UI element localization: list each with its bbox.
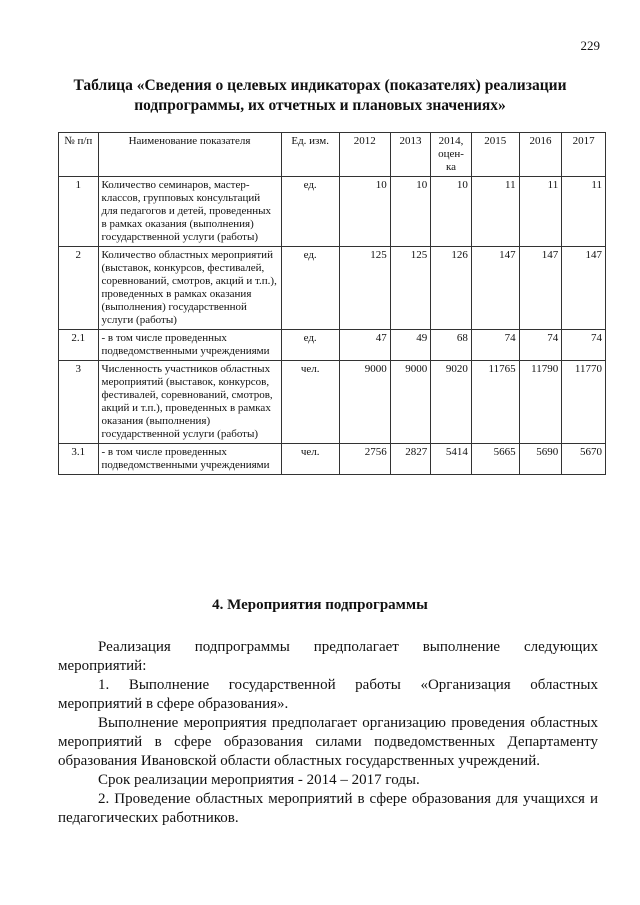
value-cell: 5670 <box>562 444 606 475</box>
table-row <box>59 247 606 330</box>
paragraph: 1. Выполнение государственной работы «Организация областных мероприятий в сфере образования». <box>58 677 598 712</box>
indicator-name: Количество областных мероприятий (выставок, конкурсов, фестивалей, соревнований, смотров, акций и т.п.), проведенных в рамках оказания (выполнения) государственной услуги (работы) <box>98 247 281 330</box>
unit-cell: ед. <box>281 330 339 361</box>
value-cell: 74 <box>562 330 606 361</box>
value-cell: 49 <box>390 330 431 361</box>
value-cell: 11770 <box>562 361 606 444</box>
section-title: 4. Мероприятия подпрограммы <box>212 597 428 613</box>
header-cell: 2014, оцен-ка <box>431 133 472 177</box>
value-cell: 5665 <box>471 444 519 475</box>
header-cell: 2012 <box>339 133 390 177</box>
value-cell: 68 <box>431 330 472 361</box>
value-cell: 2756 <box>339 444 390 475</box>
header-cell: Ед. изм. <box>281 133 339 177</box>
indicators-table <box>58 132 606 475</box>
table-title-line-1: Таблица «Сведения о целевых индикаторах (показателях) реализации <box>73 77 567 94</box>
table-row <box>59 361 606 444</box>
table-row <box>59 330 606 361</box>
paragraph: Реализация подпрограммы предполагает выполнение следующих мероприятий: <box>58 639 598 674</box>
unit-cell: чел. <box>281 361 339 444</box>
value-cell: 125 <box>339 247 390 330</box>
row-number: 3.1 <box>59 444 99 475</box>
indicator-name: Количество семинаров, мастер-классов, групповых консультаций для педагогов и детей, проведенных в рамках оказания (выполнения) государственной услуги (работы) <box>98 177 281 247</box>
value-cell: 125 <box>390 247 431 330</box>
value-cell: 9020 <box>431 361 472 444</box>
value-cell: 10 <box>390 177 431 247</box>
unit-cell: ед. <box>281 247 339 330</box>
value-cell: 9000 <box>339 361 390 444</box>
value-cell: 11 <box>562 177 606 247</box>
header-cell: № п/п <box>59 133 99 177</box>
value-cell: 11790 <box>519 361 562 444</box>
header-cell: 2015 <box>471 133 519 177</box>
row-number: 1 <box>59 177 99 247</box>
header-cell: 2017 <box>562 133 606 177</box>
indicator-name: - в том числе проведенных подведомственными учреждениями <box>98 330 281 361</box>
indicator-name: Численность участников областных мероприятий (выставок, конкурсов, фестивалей, соревнований, смотров, акций и т.п.), проведенных в рамках оказания (выполнения) государственной услуги (работы) <box>98 361 281 444</box>
value-cell: 126 <box>431 247 472 330</box>
row-number: 2 <box>59 247 99 330</box>
row-number: 2.1 <box>59 330 99 361</box>
table-header-row <box>59 133 606 177</box>
indicator-name: - в том числе проведенных подведомственными учреждениями <box>98 444 281 475</box>
section-body <box>58 638 598 828</box>
value-cell: 74 <box>471 330 519 361</box>
value-cell: 147 <box>471 247 519 330</box>
table-title <box>0 76 640 116</box>
unit-cell: чел. <box>281 444 339 475</box>
paragraph: Срок реализации мероприятия - 2014 – 2017 годы. <box>98 772 420 788</box>
row-number: 3 <box>59 361 99 444</box>
value-cell: 74 <box>519 330 562 361</box>
value-cell: 2827 <box>390 444 431 475</box>
unit-cell: ед. <box>281 177 339 247</box>
paragraph: Выполнение мероприятия предполагает организацию проведения областных мероприятий в сфере образования силами подведомственных Департаменту образования Ивановской области областных государственных учреждений. <box>58 715 598 769</box>
table-row <box>59 177 606 247</box>
header-cell: 2016 <box>519 133 562 177</box>
value-cell: 5414 <box>431 444 472 475</box>
value-cell: 47 <box>339 330 390 361</box>
page-number: 229 <box>580 38 600 53</box>
value-cell: 11 <box>471 177 519 247</box>
value-cell: 5690 <box>519 444 562 475</box>
value-cell: 10 <box>431 177 472 247</box>
value-cell: 147 <box>519 247 562 330</box>
paragraph: 2. Проведение областных мероприятий в сфере образования для учащихся и педагогических работников. <box>58 791 598 826</box>
header-cell: 2013 <box>390 133 431 177</box>
table-title-line-2: подпрограммы, их отчетных и плановых значениях» <box>134 97 506 114</box>
value-cell: 11 <box>519 177 562 247</box>
value-cell: 11765 <box>471 361 519 444</box>
table-row <box>59 444 606 475</box>
value-cell: 147 <box>562 247 606 330</box>
header-cell: Наименование показателя <box>98 133 281 177</box>
value-cell: 9000 <box>390 361 431 444</box>
value-cell: 10 <box>339 177 390 247</box>
